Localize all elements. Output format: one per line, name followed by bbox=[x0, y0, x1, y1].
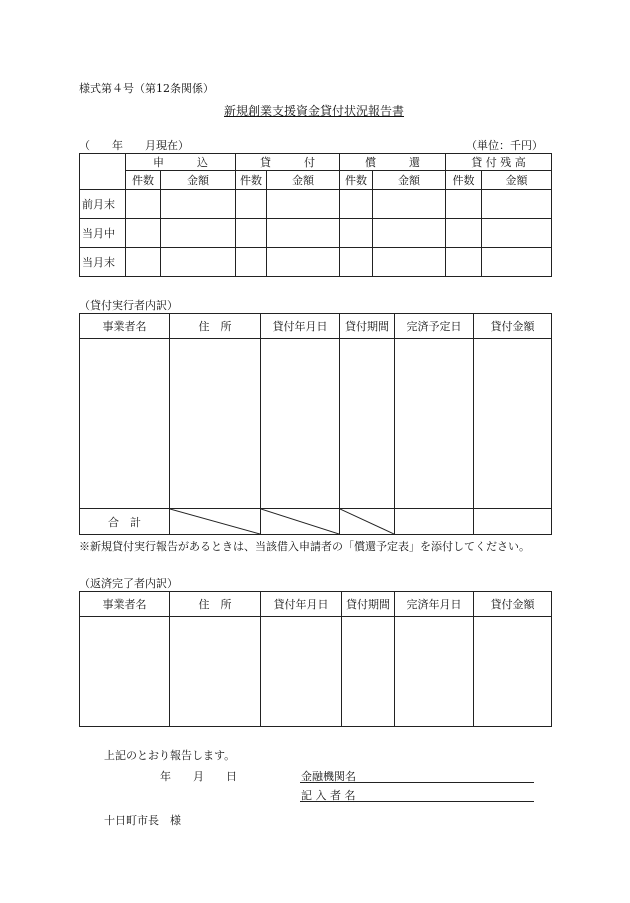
total-row bbox=[80, 509, 552, 535]
input-cell[interactable] bbox=[474, 339, 552, 509]
col-header: 事業者名 bbox=[80, 314, 170, 339]
crossed-cell bbox=[170, 509, 261, 535]
input-cell[interactable] bbox=[482, 219, 552, 248]
input-cell[interactable] bbox=[170, 339, 261, 509]
input-cell[interactable] bbox=[395, 509, 474, 535]
status-table bbox=[79, 153, 552, 277]
input-cell[interactable] bbox=[236, 190, 267, 219]
input-cell[interactable] bbox=[340, 190, 373, 219]
input-cell[interactable] bbox=[340, 339, 395, 509]
attachment-note: ※新規貸付実行報告があるときは、当該借入申請者の「償還予定表」を添付してください。 bbox=[79, 540, 530, 553]
form-number: 様式第４号（第12条関係） bbox=[79, 82, 214, 95]
amount-header: 金額 bbox=[482, 171, 552, 190]
col-header: 貸付年月日 bbox=[261, 314, 340, 339]
input-cell[interactable] bbox=[446, 219, 482, 248]
input-cell[interactable] bbox=[474, 617, 552, 727]
input-cell[interactable] bbox=[373, 190, 446, 219]
input-cell[interactable] bbox=[126, 190, 161, 219]
institution-label: 金融機関名 bbox=[301, 770, 356, 783]
input-cell[interactable] bbox=[161, 190, 236, 219]
unit-label: （単位：千円） bbox=[466, 139, 543, 152]
count-header: 件数 bbox=[340, 171, 373, 190]
report-statement: 上記のとおり報告します。 bbox=[104, 749, 236, 762]
table-row bbox=[80, 248, 552, 277]
table-row bbox=[80, 339, 552, 509]
addressee: 十日町市長 様 bbox=[104, 814, 181, 827]
input-cell[interactable] bbox=[126, 219, 161, 248]
input-cell[interactable] bbox=[261, 339, 340, 509]
count-header: 件数 bbox=[236, 171, 267, 190]
input-cell[interactable] bbox=[340, 248, 373, 277]
input-cell[interactable] bbox=[80, 339, 170, 509]
group-header: 申 込 bbox=[126, 154, 236, 171]
col-header: 完済予定日 bbox=[395, 314, 474, 339]
writer-signature-line[interactable] bbox=[300, 801, 534, 802]
amount-header: 金額 bbox=[161, 171, 236, 190]
group-header: 償 還 bbox=[340, 154, 446, 171]
amount-header: 金額 bbox=[267, 171, 340, 190]
col-header: 住 所 bbox=[170, 592, 261, 617]
input-cell[interactable] bbox=[395, 617, 474, 727]
institution-signature-line[interactable] bbox=[300, 782, 534, 783]
total-label: 合 計 bbox=[80, 509, 170, 535]
count-header: 件数 bbox=[446, 171, 482, 190]
input-cell[interactable] bbox=[170, 617, 261, 727]
group-header: 貸 付 残 高 bbox=[446, 154, 552, 171]
input-cell[interactable] bbox=[236, 248, 267, 277]
input-cell[interactable] bbox=[482, 190, 552, 219]
repaid-details-table bbox=[79, 591, 552, 727]
table-row bbox=[80, 617, 552, 727]
input-cell[interactable] bbox=[267, 219, 340, 248]
input-cell[interactable] bbox=[80, 617, 170, 727]
col-header: 貸付金額 bbox=[474, 592, 552, 617]
col-header: 事業者名 bbox=[80, 592, 170, 617]
input-cell[interactable] bbox=[161, 219, 236, 248]
input-cell[interactable] bbox=[446, 190, 482, 219]
input-cell[interactable] bbox=[340, 219, 373, 248]
count-header: 件数 bbox=[126, 171, 161, 190]
table-row bbox=[80, 190, 552, 219]
loan-details-table bbox=[79, 313, 552, 535]
document-title: 新規創業支援資金貸付状況報告書 bbox=[224, 104, 405, 118]
col-header: 住 所 bbox=[170, 314, 261, 339]
input-cell[interactable] bbox=[446, 248, 482, 277]
col-header: 貸付金額 bbox=[474, 314, 552, 339]
col-header: 完済年月日 bbox=[395, 592, 474, 617]
input-cell[interactable] bbox=[373, 248, 446, 277]
table-row bbox=[80, 219, 552, 248]
group-header: 貸 付 bbox=[236, 154, 340, 171]
as-of-date: （ 年 月現在） bbox=[79, 139, 189, 152]
report-date: 年 月 日 bbox=[160, 770, 237, 783]
repaid-details-heading: （返済完了者内訳） bbox=[79, 577, 178, 590]
crossed-cell bbox=[340, 509, 395, 535]
input-cell[interactable] bbox=[474, 509, 552, 535]
writer-label: 記 入 者 名 bbox=[301, 789, 356, 802]
col-header: 貸付年月日 bbox=[261, 592, 342, 617]
loan-details-heading: （貸付実行者内訳） bbox=[79, 299, 178, 312]
input-cell[interactable] bbox=[161, 248, 236, 277]
input-cell[interactable] bbox=[267, 248, 340, 277]
row-label-prev-month-end: 前月末 bbox=[80, 190, 126, 219]
input-cell[interactable] bbox=[342, 617, 395, 727]
input-cell[interactable] bbox=[267, 190, 340, 219]
crossed-cell bbox=[261, 509, 340, 535]
col-header: 貸付期間 bbox=[340, 314, 395, 339]
input-cell[interactable] bbox=[261, 617, 342, 727]
row-label-current-month: 当月中 bbox=[80, 219, 126, 248]
input-cell[interactable] bbox=[482, 248, 552, 277]
corner-cell bbox=[80, 154, 126, 190]
row-label-current-month-end: 当月末 bbox=[80, 248, 126, 277]
input-cell[interactable] bbox=[236, 219, 267, 248]
amount-header: 金額 bbox=[373, 171, 446, 190]
input-cell[interactable] bbox=[373, 219, 446, 248]
input-cell[interactable] bbox=[395, 339, 474, 509]
input-cell[interactable] bbox=[126, 248, 161, 277]
col-header: 貸付期間 bbox=[342, 592, 395, 617]
